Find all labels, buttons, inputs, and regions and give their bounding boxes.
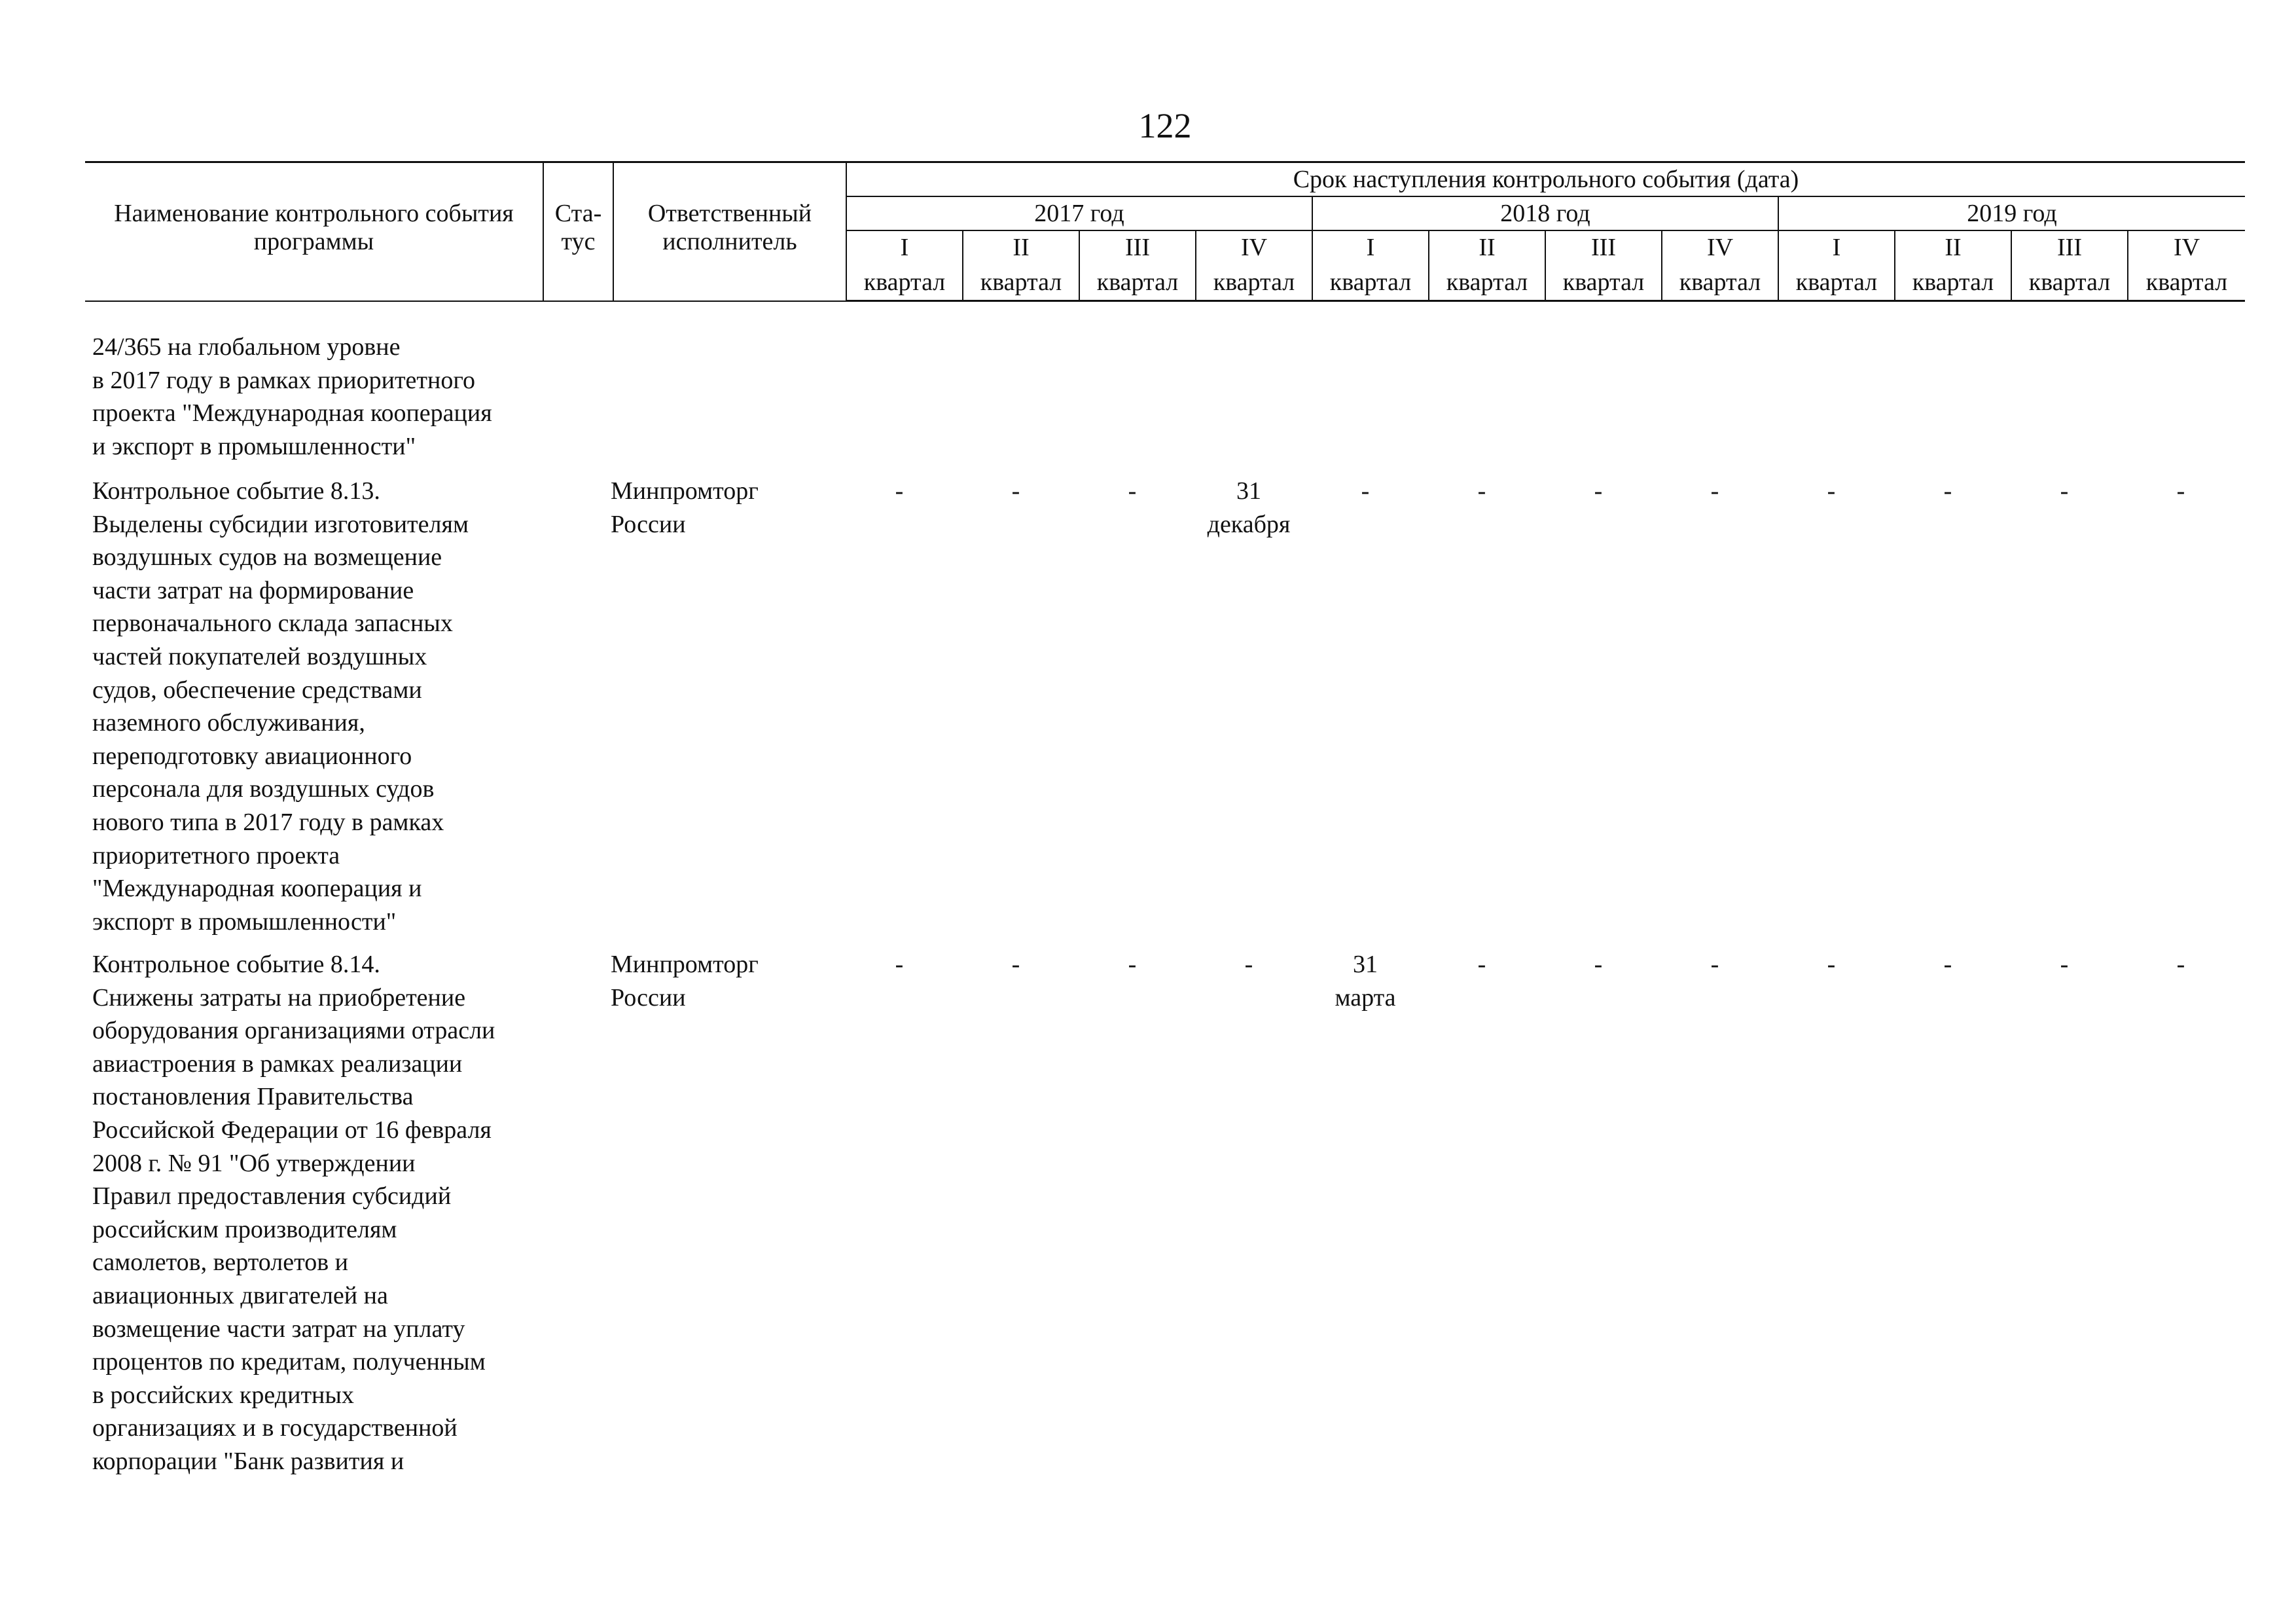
header-quarter-numeral: III	[2011, 230, 2128, 266]
quarter-cell: -	[1710, 477, 1719, 505]
header-quarter-numeral: I	[1312, 230, 1429, 266]
event-name: Контрольное событие 8.13. Выделены субсидии изготовителям воздушных судов на возмещение части затрат на формирование первоначального склада запасных частей покупателей воздушных судов, обеспечение средствами наземного обслуживания, переподготовку авиационного персонала для воздушных судов нового типа в 2017 году в рамках приоритетного проекта "Международная кооперация и экспорт в промышленности"	[92, 477, 469, 936]
header-quarter-numeral: III	[1079, 230, 1196, 266]
header-quarter-numeral: IV	[2128, 230, 2245, 266]
header-year-2019: 2019 год	[1778, 196, 2245, 230]
quarter-cell: 31 декабря	[1207, 477, 1291, 538]
quarter-cell: -	[2176, 477, 2185, 505]
quarter-cell: -	[1128, 477, 1137, 505]
quarter-cell: -	[1128, 951, 1137, 978]
header-responsible-column: Ответственный исполнитель	[613, 162, 846, 301]
quarter-cell: 31 марта	[1335, 951, 1396, 1012]
quarter-cell: -	[1594, 951, 1603, 978]
quarter-cell: -	[895, 951, 904, 978]
table-header	[85, 161, 2245, 302]
header-deadline-group: Срок наступления контрольного события (дата)	[846, 162, 2245, 196]
quarter-cell: -	[1361, 477, 1370, 505]
header-quarter-word: квартал	[963, 266, 1079, 301]
page-number: 122	[1138, 106, 1192, 145]
header-quarter-word: квартал	[846, 266, 963, 301]
quarter-cell: -	[2060, 477, 2069, 505]
header-quarter-numeral: III	[1545, 230, 1662, 266]
quarter-cell: -	[2176, 951, 2185, 978]
quarter-cell: -	[1943, 477, 1952, 505]
header-quarter-numeral: I	[846, 230, 963, 266]
quarter-cell: -	[1477, 951, 1486, 978]
header-quarter-word: квартал	[1895, 266, 2011, 301]
quarter-cell: -	[1011, 477, 1020, 505]
quarter-cell: -	[1477, 477, 1486, 505]
header-quarter-word: квартал	[1778, 266, 1895, 301]
event-name: 24/365 на глобальном уровне в 2017 году в рамках приоритетного проекта "Международная кооперация и экспорт в промышленности"	[92, 333, 492, 460]
event-name: Контрольное событие 8.14. Снижены затраты на приобретение оборудования организациями отрасли авиастроения в рамках реализации постановления Правительства Российской Федерации от 16 февраля 2008 г. № 91 "Об утверждении Правил предоставления субсидий российским производителям самолетов, вертолетов и авиационных двигателей на возмещение части затрат на уплату процентов по кредитам, полученным в российских кредитных организациях и в государственной корпорации "Банк развития и	[92, 951, 495, 1475]
header-quarter-numeral: II	[1895, 230, 2011, 266]
header-quarter-word: квартал	[1312, 266, 1429, 301]
quarter-cell: -	[1244, 951, 1253, 978]
quarter-cell: -	[1594, 477, 1603, 505]
header-quarter-numeral: IV	[1196, 230, 1312, 266]
responsible-executor: Минпромторг России	[611, 951, 759, 1012]
header-year-2018: 2018 год	[1312, 196, 1778, 230]
header-status-column: Ста- тус	[543, 162, 613, 301]
quarter-cell: -	[1827, 951, 1836, 978]
quarter-cell: -	[1011, 951, 1020, 978]
header-quarter-numeral: IV	[1662, 230, 1778, 266]
header-quarter-word: квартал	[2011, 266, 2128, 301]
header-quarter-word: квартал	[1196, 266, 1312, 301]
header-quarter-numeral: I	[1778, 230, 1895, 266]
header-name-column: Наименование контрольного события программы	[85, 162, 543, 301]
quarter-cell: -	[1710, 951, 1719, 978]
header-quarter-word: квартал	[1662, 266, 1778, 301]
quarter-cell: -	[895, 477, 904, 505]
header-quarter-numeral: II	[963, 230, 1079, 266]
header-quarter-numeral: II	[1429, 230, 1545, 266]
header-quarter-word: квартал	[1545, 266, 1662, 301]
quarter-cell: -	[2060, 951, 2069, 978]
header-quarter-word: квартал	[2128, 266, 2245, 301]
header-quarter-word: квартал	[1429, 266, 1545, 301]
header-quarter-word: квартал	[1079, 266, 1196, 301]
header-year-2017: 2017 год	[846, 196, 1312, 230]
quarter-cell: -	[1827, 477, 1836, 505]
quarter-cell: -	[1943, 951, 1952, 978]
responsible-executor: Минпромторг России	[611, 477, 759, 538]
